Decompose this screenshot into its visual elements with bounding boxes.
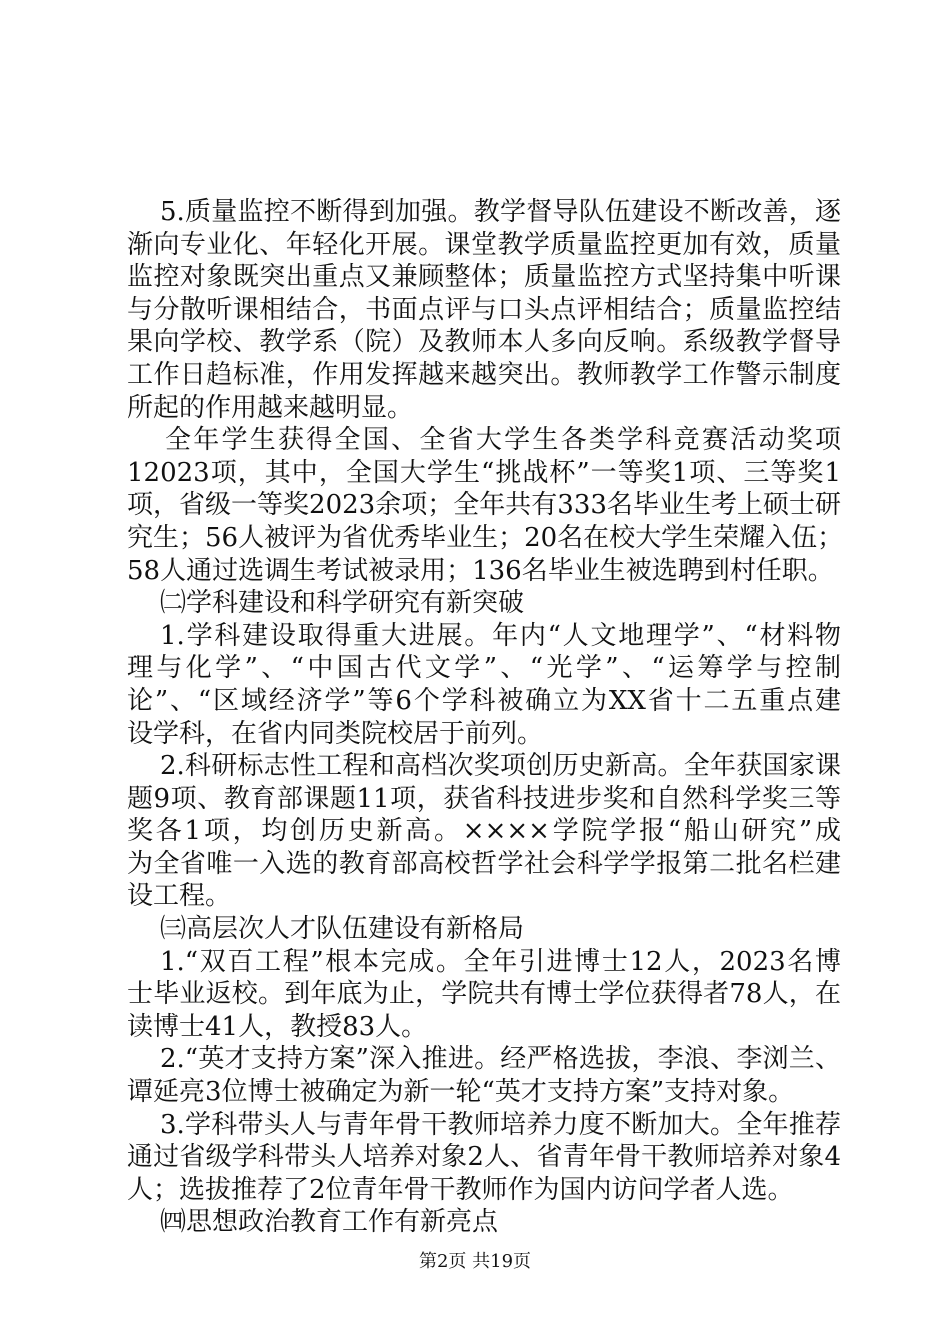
text-line: 论”、“区域经济学”等6个学科被确立为XX省十二五重点建 [127, 685, 841, 716]
text-line: 通过省级学科带头人培养对象2人、省青年骨干教师培养对象4 [127, 1142, 841, 1173]
text-line: 1.“双百工程”根本完成。全年引进博士12人，2023名博 [160, 946, 841, 977]
paragraph [127, 196, 841, 424]
paragraph [127, 750, 841, 913]
section-heading [127, 1206, 841, 1239]
section-heading [127, 587, 841, 620]
page-footer: 第2页 共19页 [418, 1251, 532, 1272]
text-line: 谭延亮3位博士被确定为新一轮“英才支持方案”支持对象。 [127, 1077, 795, 1108]
text-line: 2.“英才支持方案”深入推进。经严格选拔，李浪、李浏兰、 [160, 1044, 841, 1075]
text-line: 12023项，其中，全国大学生“挑战杯”一等奖1项、三等奖1 [127, 457, 841, 488]
paragraph [127, 424, 844, 587]
text-line: 奖各1项，均创历史新高。××××学院学报“船山研究”成 [127, 816, 841, 847]
text-line: 项，省级一等奖2023余项；全年共有333名毕业生考上硕士研 [127, 490, 841, 521]
text-line: 3.学科带头人与青年骨干教师培养力度不断加大。全年推荐 [160, 1109, 841, 1140]
paragraph [127, 946, 841, 1044]
text-line: 监控对象既突出重点又兼顾整体；质量监控方式坚持集中听课 [127, 262, 841, 293]
section-heading [127, 913, 841, 946]
text-line: ㈢高层次人才队伍建设有新格局 [160, 914, 525, 945]
text-line: 全年学生获得全国、全省大学生各类学科竞赛活动奖项 [165, 425, 841, 456]
text-line: 果向学校、教学系（院）及教师本人多向反响。系级教学督导 [127, 327, 841, 358]
text-line: 读博士41人，教授83人。 [127, 1011, 428, 1042]
text-line: 渐向专业化、年轻化开展。课堂教学质量监控更加有效，质量 [127, 229, 841, 260]
text-line: 1.学科建设取得重大进展。年内“人文地理学”、“材料物 [160, 620, 841, 651]
text-line: 人；选拔推荐了2位青年骨干教师作为国内访问学者人选。 [127, 1174, 794, 1205]
paragraph [127, 1109, 841, 1207]
text-line: 为全省唯一入选的教育部高校哲学社会科学学报第二批名栏建 [127, 848, 841, 879]
text-line: 究生；56人被评为省优秀毕业生；20名在校大学生荣耀入伍； [127, 522, 844, 553]
text-line: 工作日趋标准，作用发挥越来越突出。教师教学工作警示制度 [127, 359, 841, 390]
text-line: 士毕业返校。到年底为止，学院共有博士学位获得者78人，在 [127, 979, 841, 1010]
text-line: 所起的作用越来越明显。 [127, 392, 414, 423]
text-line: 设学科，在省内同类院校居于前列。 [127, 718, 544, 749]
text-line: 与分散听课相结合，书面点评与口头点评相结合；质量监控结 [127, 294, 841, 325]
text-line: 58人通过选调生考试被录用；136名毕业生被选聘到村任职。 [127, 555, 834, 586]
paragraph [127, 620, 841, 750]
text-line: ㈣思想政治教育工作有新亮点 [160, 1207, 499, 1238]
text-line: 题9项、教育部课题11项，获省科技进步奖和自然科学奖三等 [127, 783, 841, 814]
text-line: 2.科研标志性工程和高档次奖项创历史新高。全年获国家课 [160, 751, 841, 782]
text-line: 5.质量监控不断得到加强。教学督导队伍建设不断改善，逐 [160, 197, 841, 227]
paragraph [127, 1043, 841, 1108]
text-line: 理与化学”、“中国古代文学”、“光学”、“运筹学与控制 [127, 653, 841, 684]
text-line: ㈡学科建设和科学研究有新突破 [160, 588, 525, 619]
text-line: 设工程。 [127, 881, 232, 912]
document-body [127, 196, 844, 1239]
